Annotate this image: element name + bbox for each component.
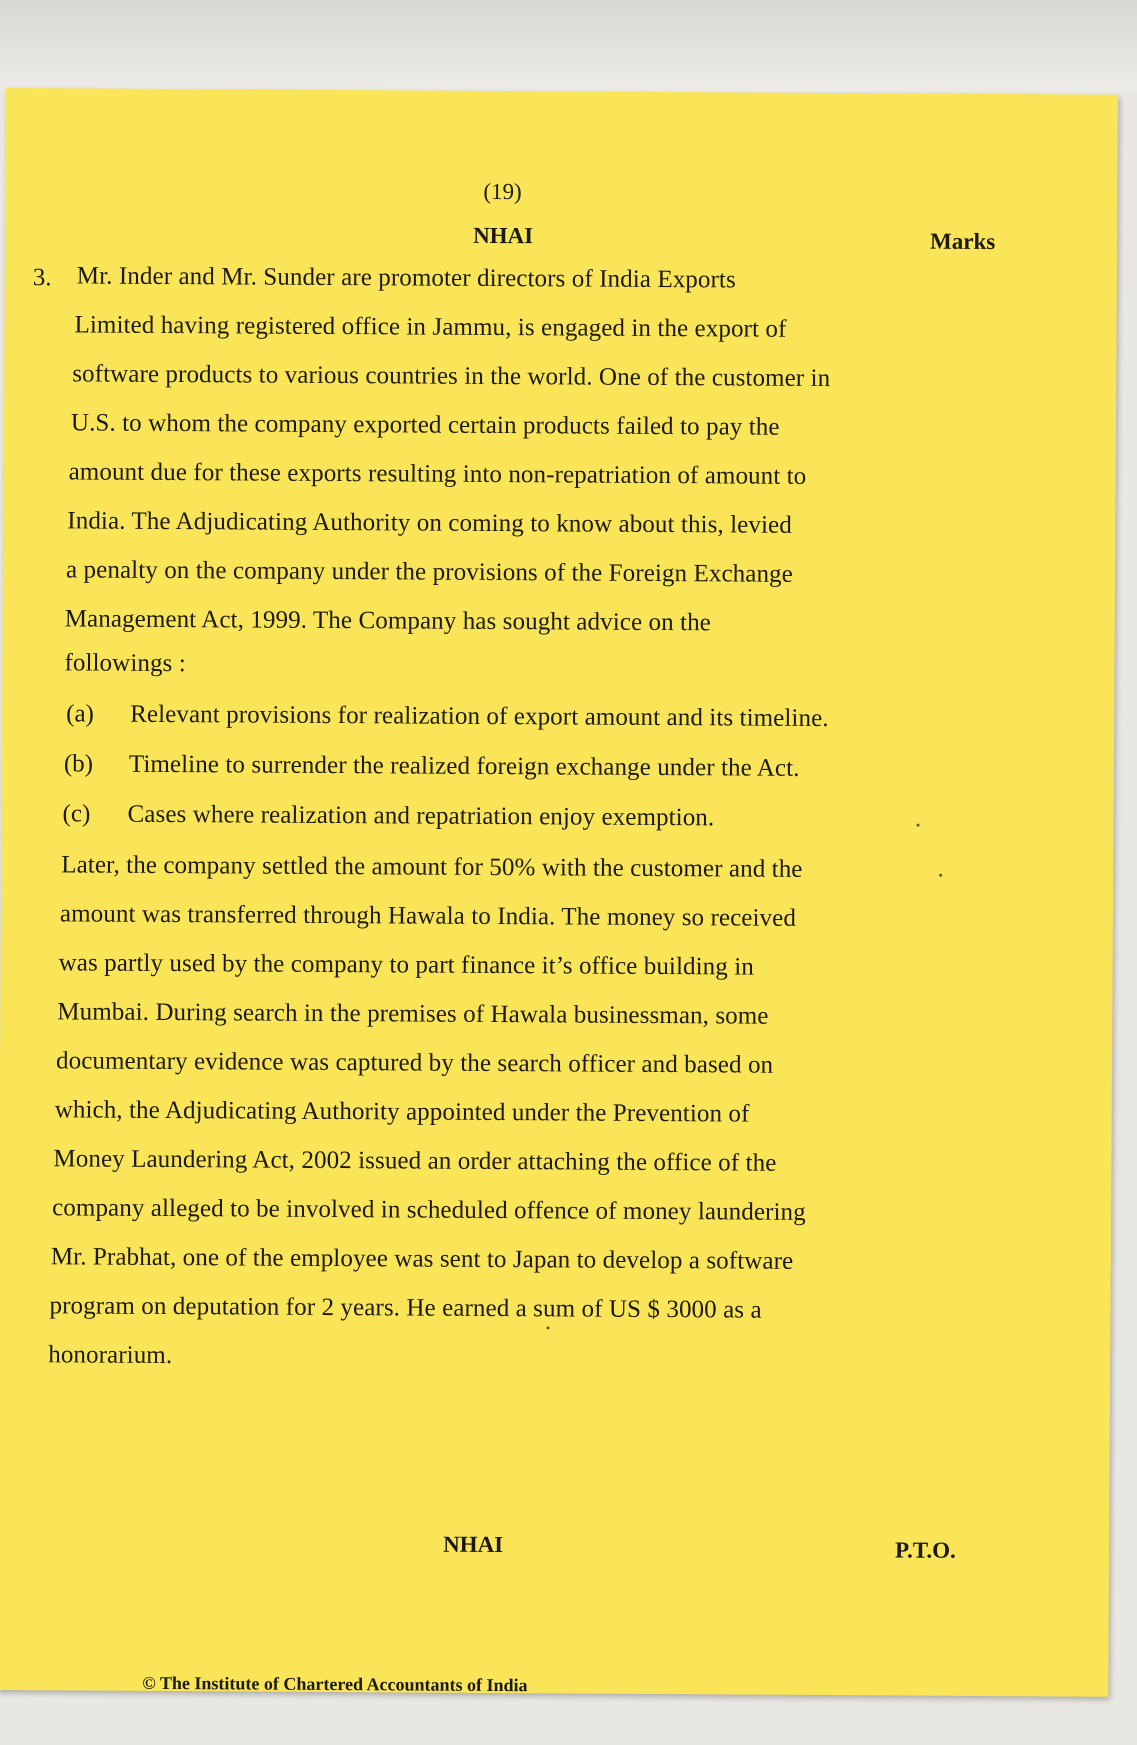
scan-speck: [917, 824, 920, 827]
text-line: Limited having registered office in Jammu, is engaged in the export of: [74, 311, 787, 343]
page-number: (19): [483, 178, 522, 205]
text-line: Management Act, 1999. The Company has sought advice on the: [64, 605, 712, 637]
text-line: Money Laundering Act, 2002 issued an order attaching the office of the: [53, 1145, 777, 1177]
question-number: 3.: [32, 264, 52, 292]
text-line: company alleged to be involved in scheduled offence of money laundering: [52, 1194, 806, 1226]
exam-page: [0, 88, 1118, 1697]
sub-item-label: (b): [63, 750, 94, 778]
text-line: honorarium.: [48, 1341, 173, 1370]
text-line: a penalty on the company under the provisions of the Foreign Exchange: [65, 556, 793, 588]
sub-item-label: (c): [62, 800, 91, 828]
sub-item-label: (a): [66, 700, 95, 728]
text-line: Mr. Inder and Mr. Sunder are promoter directors of India Exports: [76, 262, 736, 294]
sub-item-text: Timeline to surrender the realized foreign exchange under the Act.: [128, 750, 800, 782]
text-line: documentary evidence was captured by the search officer and based on: [55, 1047, 774, 1079]
text-line: U.S. to whom the company exported certain products failed to pay the: [70, 409, 780, 441]
text-line: software products to various countries in the world. One of the customer in: [72, 360, 831, 393]
scan-speck: [546, 1326, 549, 1329]
text-line: which, the Adjudicating Authority appointed under the Prevention of: [54, 1096, 750, 1128]
header-code: NHAI: [473, 222, 534, 249]
copyright-notice: © The Institute of Chartered Accountants of India: [142, 1672, 528, 1696]
footer-pto: P.T.O.: [895, 1537, 956, 1563]
sub-item-text: Cases where realization and repatriation enjoy exemption.: [127, 800, 715, 832]
text-line: followings :: [64, 649, 186, 678]
scan-speck: [939, 874, 942, 877]
text-line: Later, the company settled the amount for 50% with the customer and the: [61, 851, 803, 883]
marks-label: Marks: [930, 228, 996, 255]
text-line: was partly used by the company to part finance it’s office building in: [58, 949, 754, 981]
text-line: program on deputation for 2 years. He earned a sum of US $ 3000 as a: [49, 1292, 762, 1324]
text-line: Mr. Prabhat, one of the employee was sent to Japan to develop a software: [50, 1243, 794, 1275]
footer-code: NHAI: [443, 1531, 504, 1558]
text-line: Mumbai. During search in the premises of Hawala businessman, some: [57, 998, 769, 1030]
text-line: amount was transferred through Hawala to India. The money so received: [59, 900, 797, 932]
text-line: amount due for these exports resulting into non-repatriation of amount to: [68, 458, 807, 490]
scan-top-margin: [0, 0, 1137, 92]
text-line: India. The Adjudicating Authority on coming to know about this, levied: [67, 507, 792, 539]
sub-item-text: Relevant provisions for realization of export amount and its timeline.: [130, 700, 829, 733]
